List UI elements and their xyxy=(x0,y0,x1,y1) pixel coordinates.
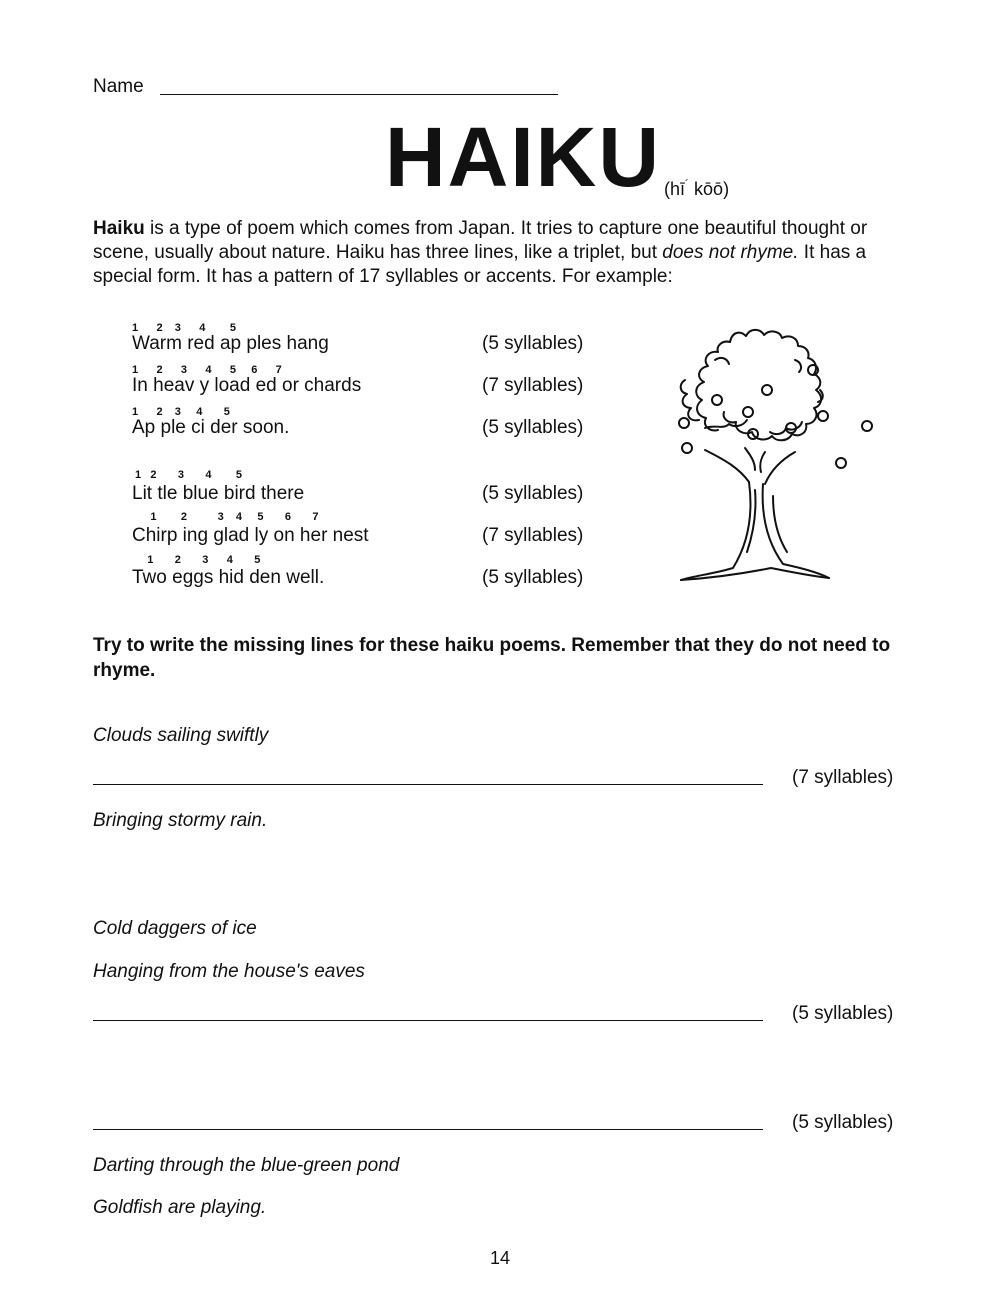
exercise-2-line-1: Cold daggers of ice xyxy=(93,918,257,939)
instructions: Try to write the missing lines for these haiku poems. Remember that they do not need to rhyme. xyxy=(93,635,891,681)
poem-line: Chirp ing glad ly on her nest xyxy=(132,525,369,546)
exercise-2-line-2: Hanging from the house's eaves xyxy=(93,961,365,982)
exercise-2-blank[interactable] xyxy=(93,1020,763,1021)
example-poem-2 xyxy=(132,469,612,589)
exercise-1-blank[interactable] xyxy=(93,784,763,785)
apple-tree-illustration xyxy=(645,320,890,585)
poem-line: Lit tle blue bird there xyxy=(132,483,305,504)
exercise-3-blank[interactable] xyxy=(93,1129,763,1130)
syllable-count: (7 syllables) xyxy=(482,525,584,546)
syllable-numbers: 1 2 3 4 5 6 7 xyxy=(132,511,319,523)
poem-line: Two eggs hid den well. xyxy=(132,567,325,588)
exercise-3-line-3: Goldfish are playing. xyxy=(93,1197,267,1218)
intro-paragraph: Haiku is a type of poem which comes from Japan. It tries to capture one beautiful thought or scene, usually about nature. Haiku has three lines, like a triplet, but does not rhyme. It has a special form. It has a pattern of 17 syllables or accents. For example: xyxy=(93,218,868,287)
name-label: Name xyxy=(93,76,144,97)
syllable-numbers: 1 2 3 4 5 6 7 xyxy=(132,364,282,376)
name-input-line[interactable] xyxy=(160,94,558,95)
syllable-numbers: 1 2 3 4 5 xyxy=(132,469,243,481)
exercise-1-line-3: Bringing stormy rain. xyxy=(93,810,268,831)
poem-line: In heav y load ed or chards xyxy=(132,375,362,396)
exercise-1-syllables: (7 syllables) xyxy=(792,767,894,788)
example-poem-1 xyxy=(132,322,612,442)
syllable-count: (5 syllables) xyxy=(482,483,584,504)
syllable-numbers: 1 2 3 4 5 xyxy=(132,554,261,566)
syllable-count: (5 syllables) xyxy=(482,567,584,588)
exercise-2-syllables: (5 syllables) xyxy=(792,1003,894,1024)
page-title: HAIKU xyxy=(385,110,661,204)
syllable-count: (5 syllables) xyxy=(482,333,584,354)
exercise-3-line-2: Darting through the blue-green pond xyxy=(93,1155,400,1176)
page-number: 14 xyxy=(490,1248,511,1268)
poem-line: Warm red ap ples hang xyxy=(132,333,329,354)
exercise-1-line-1: Clouds sailing swiftly xyxy=(93,725,269,746)
exercise-3-syllables: (5 syllables) xyxy=(792,1112,894,1133)
syllable-count: (5 syllables) xyxy=(482,417,584,438)
syllable-numbers: 1 2 3 4 5 xyxy=(132,406,230,418)
pronunciation: (hī´ kōō) xyxy=(664,177,730,199)
syllable-numbers: 1 2 3 4 5 xyxy=(132,322,236,334)
poem-line: Ap ple ci der soon. xyxy=(132,417,290,438)
syllable-count: (7 syllables) xyxy=(482,375,584,396)
